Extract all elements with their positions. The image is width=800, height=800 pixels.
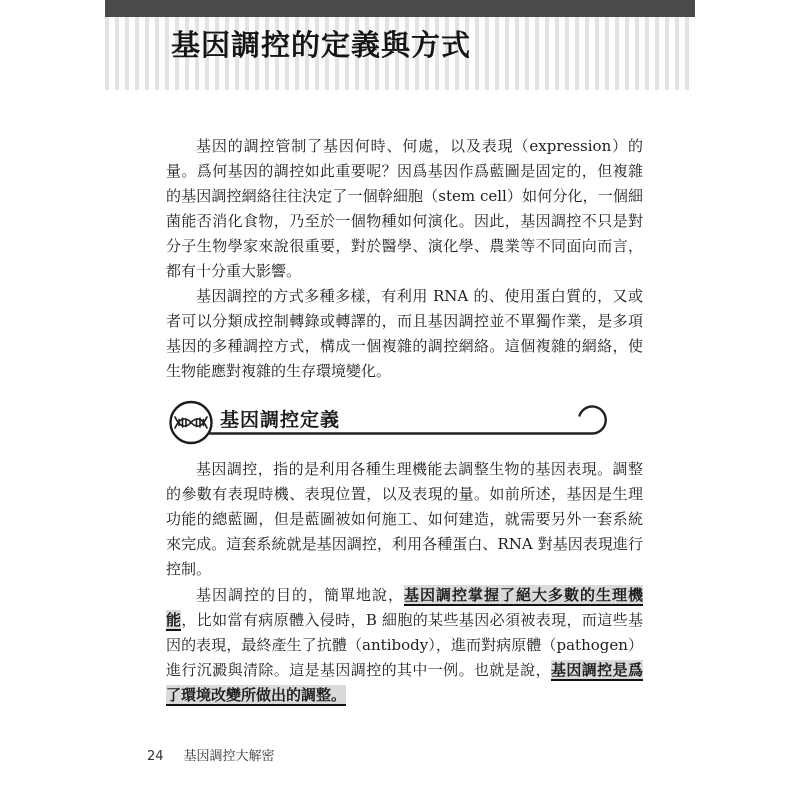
paragraph-purpose xyxy=(166,583,643,708)
paragraph-definition: 基因調控，指的是利用各種生理機能去調整生物的基因表現。調整的參數有表現時機、表現位置，以及表現的量。如前所述，基因是生理功能的總藍圖，但是藍圖被如何施工、如何建造，就需要另外一套系統來完成。這套系統就是基因調控，利用各種蛋白、RNA 對基因表現進行控制。 xyxy=(166,460,643,578)
header-top-bar xyxy=(105,0,695,17)
bold-highlight-phrase-2: 基因調控是爲了環境改變所做出的調整。 xyxy=(166,661,643,704)
body-text-column xyxy=(166,134,643,708)
section-header xyxy=(166,399,643,445)
page-title: 基因調控的定義與方式 xyxy=(171,28,472,62)
purpose-text-2: ，比如當有病原體入侵時，B 細胞的某些基因必須被表現，而這些基因的表現，最終產生了抗體（antibody），進而對病原體（pathogen）進行沉澱與清除。這是基因調控的其中一例。也就是說， xyxy=(166,611,643,679)
bold-highlight-phrase-1: 基因調控掌握了絕大多數的生理機能 xyxy=(166,586,643,629)
section-title: 基因調控定義 xyxy=(220,409,341,431)
header-striped-band xyxy=(105,17,695,90)
page-number: 24 xyxy=(147,749,164,764)
paragraph-methods: 基因調控的方式多種多樣，有利用 RNA 的、使用蛋白質的，又或者可以分類成控制轉錄或轉譯的，而且基因調控並不單獨作業，是多項基因的多種調控方式，構成一個複雜的調控網絡。這個複雜的網絡，使生物能應對複雜的生存環境變化。 xyxy=(166,287,643,380)
book-title: 基因調控大解密 xyxy=(183,749,275,764)
purpose-text-1: 基因調控的目的，簡單地說， xyxy=(196,586,404,604)
chapter-header xyxy=(105,0,695,90)
page-footer xyxy=(147,745,275,764)
paragraph-intro: 基因的調控管制了基因何時、何處，以及表現（expression）的量。爲何基因的調控如此重要呢？因爲基因作爲藍圖是固定的，但複雜的基因調控網絡往往決定了一個幹細胞（stem cell）如何分化，一個細菌能否消化食物，乃至於一個物種如何演化。因此，基因調控不只是對分子生物學家來說很重要，對於醫學、演化學、農業等不同面向而言，都有十分重大影響。 xyxy=(166,137,643,280)
